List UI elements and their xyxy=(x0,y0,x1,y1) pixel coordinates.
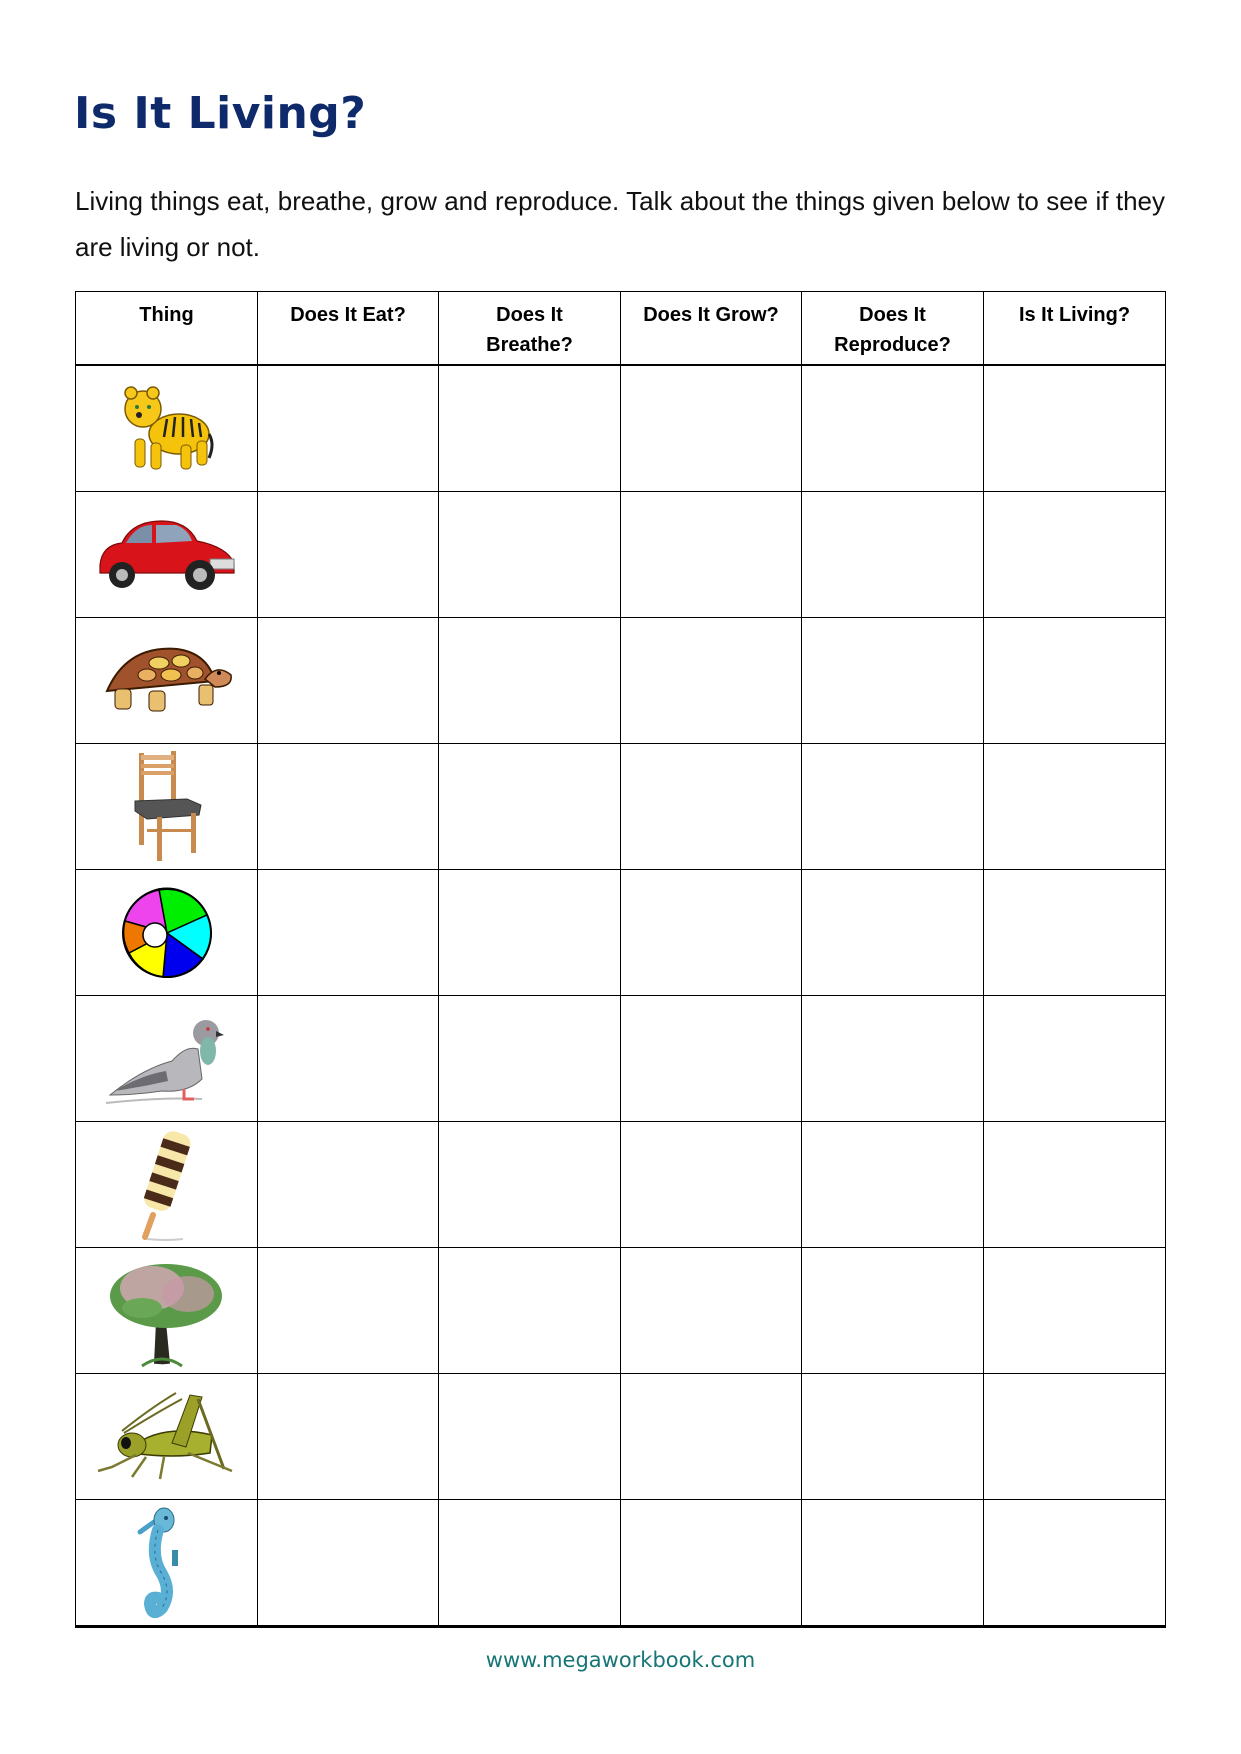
answer-cell-grow[interactable] xyxy=(621,996,802,1122)
answer-cell-eat[interactable] xyxy=(258,365,439,492)
answer-cell-eat[interactable] xyxy=(258,492,439,618)
table-row xyxy=(76,1248,1166,1374)
answer-cell-living[interactable] xyxy=(984,870,1166,996)
answer-cell-breathe[interactable] xyxy=(439,996,621,1122)
answer-cell-reproduce[interactable] xyxy=(802,1374,984,1500)
table-row xyxy=(76,365,1166,492)
header-does-it-grow: Does It Grow? xyxy=(621,292,802,366)
answer-cell-reproduce[interactable] xyxy=(802,1248,984,1374)
tiger-icon xyxy=(117,379,217,479)
answer-cell-living[interactable] xyxy=(984,1122,1166,1248)
answer-cell-breathe[interactable] xyxy=(439,1500,621,1627)
answer-cell-breathe[interactable] xyxy=(439,492,621,618)
table-row xyxy=(76,1122,1166,1248)
answer-cell-breathe[interactable] xyxy=(439,1374,621,1500)
thing-cell xyxy=(76,1248,258,1374)
answer-cell-grow[interactable] xyxy=(621,1122,802,1248)
thing-cell xyxy=(76,996,258,1122)
table-row xyxy=(76,1500,1166,1627)
answer-cell-reproduce[interactable] xyxy=(802,492,984,618)
answer-cell-eat[interactable] xyxy=(258,744,439,870)
answer-cell-eat[interactable] xyxy=(258,1374,439,1500)
answer-cell-breathe[interactable] xyxy=(439,744,621,870)
answer-cell-living[interactable] xyxy=(984,1500,1166,1627)
table-row xyxy=(76,996,1166,1122)
thing-cell xyxy=(76,1500,258,1627)
header-thing: Thing xyxy=(76,292,258,366)
answer-cell-breathe[interactable] xyxy=(439,618,621,744)
thing-cell xyxy=(76,1122,258,1248)
header-does-it-reproduce: Does It Reproduce? xyxy=(802,292,984,366)
answer-cell-breathe[interactable] xyxy=(439,365,621,492)
answer-cell-reproduce[interactable] xyxy=(802,1122,984,1248)
worksheet-table xyxy=(75,291,1166,1628)
answer-cell-living[interactable] xyxy=(984,365,1166,492)
table-row xyxy=(76,744,1166,870)
answer-cell-grow[interactable] xyxy=(621,1374,802,1500)
seahorse-icon xyxy=(132,1504,202,1622)
thing-cell xyxy=(76,1374,258,1500)
instructions-paragraph: Living things eat, breathe, grow and reproduce. Talk about the things given below to see if they are living or not. xyxy=(75,186,1165,262)
header-is-it-living: Is It Living? xyxy=(984,292,1166,366)
header-row xyxy=(76,292,1166,366)
answer-cell-reproduce[interactable] xyxy=(802,1500,984,1627)
ice-cream-icon xyxy=(127,1127,207,1242)
tortoise-icon xyxy=(97,641,237,721)
header-does-it-eat: Does It Eat? xyxy=(258,292,439,366)
thing-cell xyxy=(76,744,258,870)
thing-cell xyxy=(76,870,258,996)
answer-cell-grow[interactable] xyxy=(621,1248,802,1374)
answer-cell-breathe[interactable] xyxy=(439,1248,621,1374)
answer-cell-grow[interactable] xyxy=(621,492,802,618)
answer-cell-living[interactable] xyxy=(984,996,1166,1122)
table-row xyxy=(76,1374,1166,1500)
answer-cell-living[interactable] xyxy=(984,744,1166,870)
table-row xyxy=(76,870,1166,996)
answer-cell-grow[interactable] xyxy=(621,870,802,996)
answer-cell-reproduce[interactable] xyxy=(802,744,984,870)
thing-cell xyxy=(76,492,258,618)
answer-cell-grow[interactable] xyxy=(621,1500,802,1627)
beach-ball-icon xyxy=(121,887,213,979)
answer-cell-living[interactable] xyxy=(984,1374,1166,1500)
car-icon xyxy=(92,515,242,595)
thing-cell xyxy=(76,618,258,744)
table-row xyxy=(76,618,1166,744)
page-title: Is It Living? xyxy=(74,88,367,139)
answer-cell-breathe[interactable] xyxy=(439,1122,621,1248)
answer-cell-living[interactable] xyxy=(984,618,1166,744)
table-row xyxy=(76,492,1166,618)
answer-cell-eat[interactable] xyxy=(258,996,439,1122)
tree-icon xyxy=(102,1252,232,1370)
chair-icon xyxy=(127,749,207,864)
answer-cell-eat[interactable] xyxy=(258,1122,439,1248)
answer-cell-breathe[interactable] xyxy=(439,870,621,996)
answer-cell-reproduce[interactable] xyxy=(802,365,984,492)
thing-cell xyxy=(76,365,258,492)
answer-cell-reproduce[interactable] xyxy=(802,870,984,996)
answer-cell-living[interactable] xyxy=(984,1248,1166,1374)
pigeon-icon xyxy=(102,1009,232,1109)
answer-cell-living[interactable] xyxy=(984,492,1166,618)
answer-cell-grow[interactable] xyxy=(621,365,802,492)
answer-cell-eat[interactable] xyxy=(258,1500,439,1627)
answer-cell-grow[interactable] xyxy=(621,618,802,744)
answer-cell-reproduce[interactable] xyxy=(802,618,984,744)
answer-cell-eat[interactable] xyxy=(258,618,439,744)
grasshopper-icon xyxy=(92,1387,242,1487)
website-footer: www.megaworkbook.com xyxy=(485,1648,756,1672)
header-does-it-breathe: Does It Breathe? xyxy=(439,292,621,366)
answer-cell-reproduce[interactable] xyxy=(802,996,984,1122)
answer-cell-grow[interactable] xyxy=(621,744,802,870)
answer-cell-eat[interactable] xyxy=(258,870,439,996)
answer-cell-eat[interactable] xyxy=(258,1248,439,1374)
